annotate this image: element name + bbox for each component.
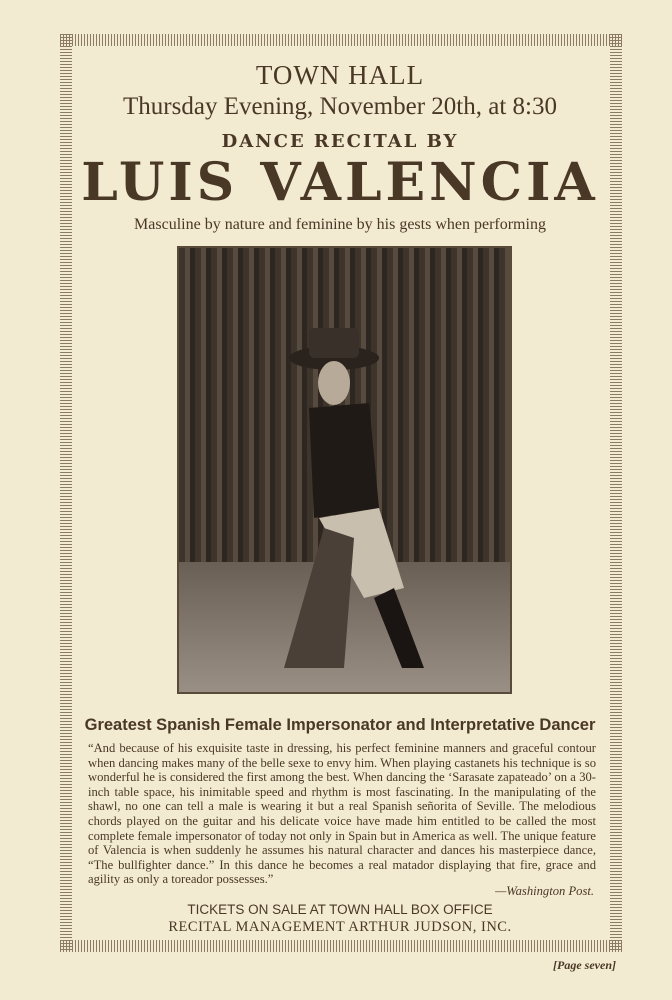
recital-label: DANCE RECITAL BY — [221, 131, 459, 152]
venue: TOWN HALL — [255, 60, 425, 90]
date-time: Thursday Evening, November 20th, at 8:30 — [123, 93, 557, 120]
quote-source: —Washington Post. — [495, 884, 594, 898]
border-top — [60, 34, 622, 46]
border-bottom — [60, 940, 622, 952]
management-credit: RECITAL MANAGEMENT ARTHUR JUDSON, INC. — [168, 919, 512, 935]
tickets-info: TICKETS ON SALE AT TOWN HALL BOX OFFICE — [187, 902, 493, 917]
headline: Greatest Spanish Female Impersonator and Interpretative Dancer — [84, 716, 596, 734]
performer-photo — [177, 246, 512, 694]
tagline: Masculine by nature and feminine by his gests when performing — [134, 216, 546, 233]
dancer-figure — [284, 288, 434, 668]
review-quote: “And because of his exquisite taste in dressing, his perfect feminine manners and graceful contour when dancing makes many of the belle sexe to envy him. When playing castanets his technique is so wonderful he is considered the first among the best. When dancing the ‘Sarasate zapateado’ on a 30-inch table space, his inimitable speed and rhythm is most fascinating. In the manipulating of the shawl, no one can tell a male is wearing it but a real Spanish señorita of Seville. The melodious chords played on the guitar and his delicate voice have made him entitled to be called the most complete female impersonator of today not only in Spain but in America as well. The unique feature of Valencia is when suddenly he assumes his natural character and dances his masterpiece dance, “The bullfighter dance.” In this dance he becomes a real matador displaying that fire, grace and agility as only a toreador possesses.” — [88, 741, 596, 887]
performer-name: LUIS VALENCIA — [81, 152, 599, 213]
page-number: [Page seven] — [553, 958, 616, 972]
